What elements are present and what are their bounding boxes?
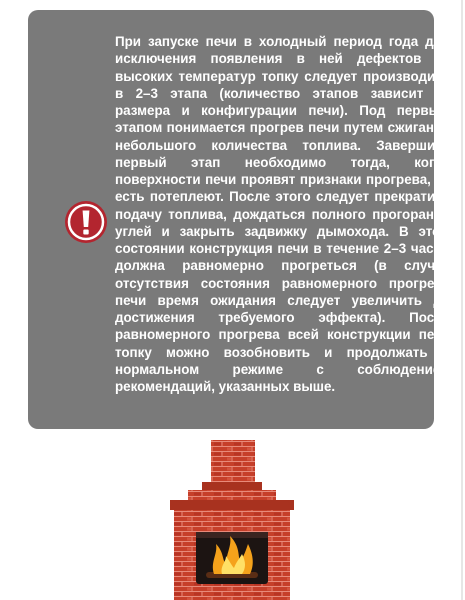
brick-fireplace-icon	[166, 436, 298, 600]
warning-notice-card	[28, 10, 450, 429]
notice-text: При запуске печи в холодный период года для исключения появления в ней дефектов от высоких температур топку следует производить в 2–3 этапа (количество этапов зависит от размера и конфигурации печи). Под первым этапом понимается прогрев печи путем сжигания небольшого количества топлива. Завершить первый этап необходимо тогда, когда поверхности печи проявят признаки прогрева, то есть потеплеют. После этого следует прекратить подачу топлива, дождаться полного прогорания углей и закрыть задвижку дымохода. В этом состоянии конструкция печи в течение 2–3 часов должна равномерно прогреться (в случае отсутствия состояния равномерного прогрева печи время ожидания следует увеличить до достижения требуемого эффекта). После равномерного прогрева всей конструкции печи топку можно возобновить и продолжать в нормальном режиме с соблюдением рекомендаций, указанных выше.	[115, 34, 450, 394]
exclamation-warning-icon	[64, 200, 108, 244]
